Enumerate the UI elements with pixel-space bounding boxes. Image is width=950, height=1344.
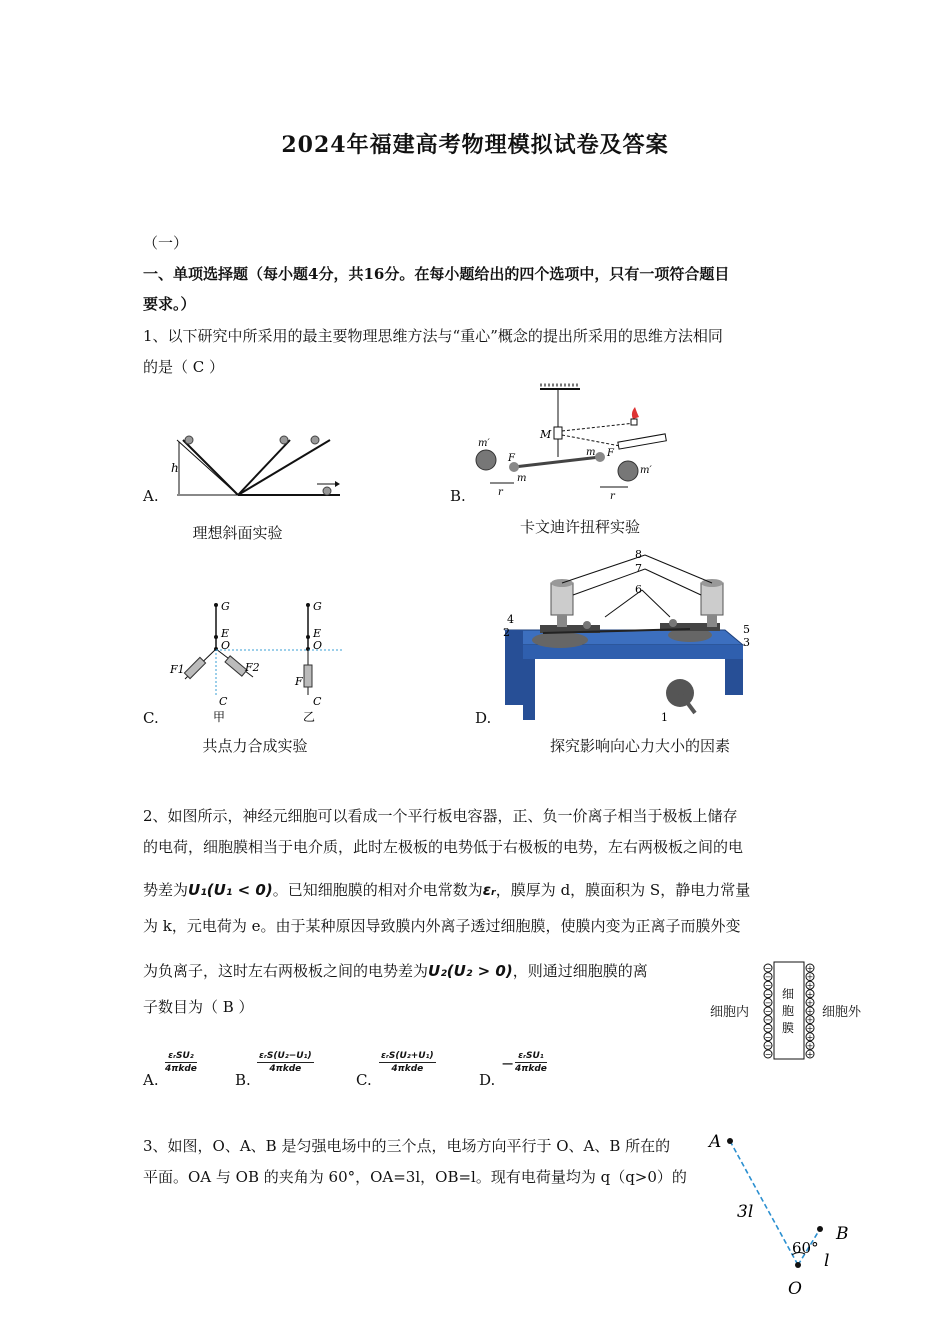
f2-label: F2 (245, 661, 260, 674)
large-ball (476, 450, 496, 470)
q2-stem-line3 (143, 880, 750, 900)
numerator: εᵣS(U₂+U₁) (381, 1051, 434, 1061)
q3-stem: 3、如图，O、A、B 是匀强电场中的三个点，电场方向平行于 O、A、B 所在的 (143, 1137, 671, 1155)
q1-option-d-caption: 探究影响向心力大小的因素 (549, 737, 730, 755)
option-d-letter: D. (479, 1071, 496, 1089)
scale (618, 434, 666, 449)
cell-inside-label: 细胞内 (710, 1005, 750, 1020)
charge-sign: − (764, 989, 772, 999)
page-title: 2024年福建高考物理模拟试卷及答案 (281, 132, 669, 158)
minus-sign: − (501, 1054, 515, 1073)
q1-option-b-caption: 卡文迪许扭秤实验 (519, 518, 640, 536)
centripetal-apparatus-figure (495, 545, 755, 725)
ball (669, 619, 677, 627)
f1-label: F1 (170, 663, 185, 676)
minus-charges (764, 964, 772, 1059)
point-b (817, 1226, 823, 1232)
text-segment: 。已知细胞膜的相对介电常数为 (272, 881, 483, 899)
f-label: F (607, 448, 614, 459)
force-composition-figure (165, 597, 345, 725)
table-leg (505, 630, 523, 705)
ground-base (177, 440, 238, 495)
q1-option-b-letter: B. (450, 487, 466, 505)
mirror (554, 427, 562, 439)
option-b-letter: B. (235, 1071, 251, 1089)
q1-option-a-letter: A. (143, 487, 159, 505)
numerator: εᵣSU₁ (515, 1050, 547, 1063)
charge-sign: − (764, 1007, 772, 1016)
numerator: εᵣS(U₂−U₁) (259, 1051, 312, 1061)
point-g (214, 603, 218, 607)
m-prime-label: m′ (640, 465, 652, 476)
leader-line (645, 555, 712, 583)
leader-line (642, 590, 670, 617)
spring-scale-body (304, 665, 312, 687)
charge-sign: − (764, 981, 772, 991)
charge-sign: − (764, 1015, 772, 1025)
e-label: E (221, 627, 230, 640)
q3-stem-cont: 平面。OA 与 OB 的夹角为 60°，OA=3l，OB=l。现有电荷量均为 q（q>0）的 (143, 1168, 687, 1186)
o-label: O (221, 639, 231, 652)
charge-sign: + (806, 972, 814, 982)
section-heading: 一、单项选择题（每小题4分，共16分。在每小题给出的四个选项中，只有一项符合题目 (143, 265, 730, 283)
left-slope (183, 440, 238, 495)
charge-sign: − (764, 1024, 772, 1034)
option-a-formula (165, 1050, 197, 1075)
option-c-letter: C. (356, 1071, 372, 1089)
small-ball (595, 452, 605, 462)
m-prime-label: m′ (478, 438, 490, 449)
o-label: O (788, 1279, 802, 1299)
u2-expression: U₂(U₂ > 0) (428, 962, 513, 980)
q2-stem-line4: 为 k，元电荷为 e。由于某种原因导致膜内外离子透过细胞膜，使膜内变为正离子而膜外变 (143, 917, 741, 935)
membrane-char: 膜 (782, 1021, 795, 1035)
m-label: M (540, 428, 552, 441)
r-label: r (610, 491, 615, 502)
text-segment: ，膜厚为 d，膜面积为 S，静电力常量 (495, 881, 751, 899)
q1-stem: 1、以下研究中所采用的最主要物理思维方法与“重心”概念的提出所采用的思维方法相同 (143, 327, 723, 345)
denominator: 4πkde (515, 1064, 547, 1074)
right-slope-gentle (238, 440, 330, 495)
pulley-left (532, 632, 588, 648)
ideal-incline-figure (165, 428, 345, 503)
r-label: r (498, 487, 503, 498)
charge-sign: − (764, 964, 772, 973)
charge-sign: + (806, 1050, 814, 1059)
e-label: E (313, 627, 322, 640)
part-label: （一） (143, 234, 189, 252)
lamp (631, 419, 637, 425)
text-segment: ，则通过细胞膜的离 (512, 962, 648, 980)
spring-scale-body (225, 656, 247, 676)
jia-label: 甲 (213, 710, 226, 724)
b-label: B (836, 1224, 849, 1244)
label-4: 4 (507, 613, 514, 626)
sleeve-left (551, 583, 573, 615)
m-label: m (586, 447, 596, 458)
h-label: h (171, 461, 179, 475)
numerator: εᵣSU₂ (165, 1050, 197, 1063)
plus-charges (806, 964, 814, 1059)
option-c-formula (379, 1050, 436, 1075)
label-8: 8 (635, 548, 642, 561)
label-5: 5 (743, 623, 750, 636)
oa-length-label: 3l (737, 1202, 754, 1222)
membrane-char: 细 (782, 987, 795, 1001)
label-3: 3 (743, 636, 750, 649)
g-label: G (313, 600, 322, 613)
q1-option-c-caption: 共点力合成实验 (202, 737, 308, 755)
c-label: C (219, 695, 228, 708)
option-a-letter: A. (143, 1071, 159, 1089)
q2-stem: 2、如图所示，神经元细胞可以看成一个平行板电容器，正、负一价离子相当于极板上储存 (143, 807, 738, 825)
charge-sign: + (806, 998, 814, 1008)
arrow-head (335, 481, 340, 487)
q1-option-a-caption: 理想斜面实验 (192, 524, 283, 542)
o-label: O (313, 639, 323, 652)
charge-sign: + (806, 1032, 814, 1042)
charge-sign: − (764, 1032, 772, 1042)
text-segment: 为负离子，这时左右两极板之间的电势差为 (143, 962, 429, 980)
membrane-char: 胞 (782, 1004, 795, 1018)
light-ray (562, 423, 635, 431)
spring-scale-body (184, 657, 205, 678)
ob-length-label: l (824, 1251, 830, 1271)
section-heading-cont: 要求。） (143, 295, 196, 313)
cell-outside-label: 细胞外 (822, 1005, 862, 1020)
option-b-formula (257, 1050, 314, 1075)
charge-sign: + (806, 989, 814, 999)
charge-sign: − (764, 1041, 772, 1051)
option-d-formula (515, 1050, 547, 1075)
ball (311, 436, 319, 444)
ball (185, 436, 193, 444)
spring (557, 615, 567, 627)
ball (280, 436, 288, 444)
ball (323, 487, 331, 495)
label-1: 1 (661, 711, 668, 724)
angle-label: 60° (792, 1239, 819, 1257)
spring (707, 615, 717, 627)
charge-sign: + (806, 1024, 814, 1034)
charge-sign: − (764, 1050, 772, 1059)
point-e (214, 635, 218, 639)
charge-sign: + (806, 1015, 814, 1025)
c-label: C (313, 695, 322, 708)
denominator: 4πkde (269, 1064, 302, 1074)
denominator: 4πkde (391, 1064, 424, 1074)
torsion-rod (514, 457, 600, 467)
sleeve-right (701, 583, 723, 615)
q2-stem-line5 (143, 961, 648, 981)
m-label: m (517, 473, 527, 484)
epsilon-r: εᵣ (482, 881, 496, 899)
charge-sign: + (806, 981, 814, 991)
q1-stem-cont: 的是（ C ） (143, 358, 225, 376)
u1-expression: U₁(U₁ < 0) (188, 881, 273, 899)
oab-figure (700, 1125, 870, 1300)
g-label: G (221, 600, 230, 613)
label-7: 7 (635, 562, 642, 575)
f-label: F (295, 675, 303, 688)
cell-membrane-figure (758, 960, 820, 1062)
cavendish-figure (470, 383, 675, 503)
point-g (306, 603, 310, 607)
label-6: 6 (635, 583, 642, 596)
point-e (306, 635, 310, 639)
charge-sign: − (764, 998, 772, 1008)
q2-stem-cont: 的电荷，细胞膜相当于电介质，此时左极板的电势低于右极板的电势，左右两极板之间的电 (143, 838, 744, 856)
q1-option-c-letter: C. (143, 709, 159, 727)
charge-sign: + (806, 1007, 814, 1016)
leader-line (562, 555, 645, 583)
a-label: A (709, 1132, 722, 1152)
q1-option-d-letter: D. (475, 709, 492, 727)
large-ball (618, 461, 638, 481)
denominator: 4πkde (165, 1064, 197, 1074)
charge-sign: + (806, 964, 814, 973)
point-a (727, 1138, 733, 1144)
text-segment: 势差为 (143, 881, 189, 899)
f-label: F (508, 453, 515, 464)
charge-sign: − (764, 972, 772, 982)
charge-sign: + (806, 1041, 814, 1051)
yi-label: 乙 (303, 710, 316, 724)
label-2: 2 (503, 626, 510, 639)
leader-line (645, 569, 701, 595)
light-ray (562, 435, 620, 446)
q2-stem-line6: 子数目为（ B ） (143, 998, 254, 1016)
ball (583, 621, 591, 629)
point-o (795, 1262, 801, 1268)
light-source (632, 407, 639, 419)
